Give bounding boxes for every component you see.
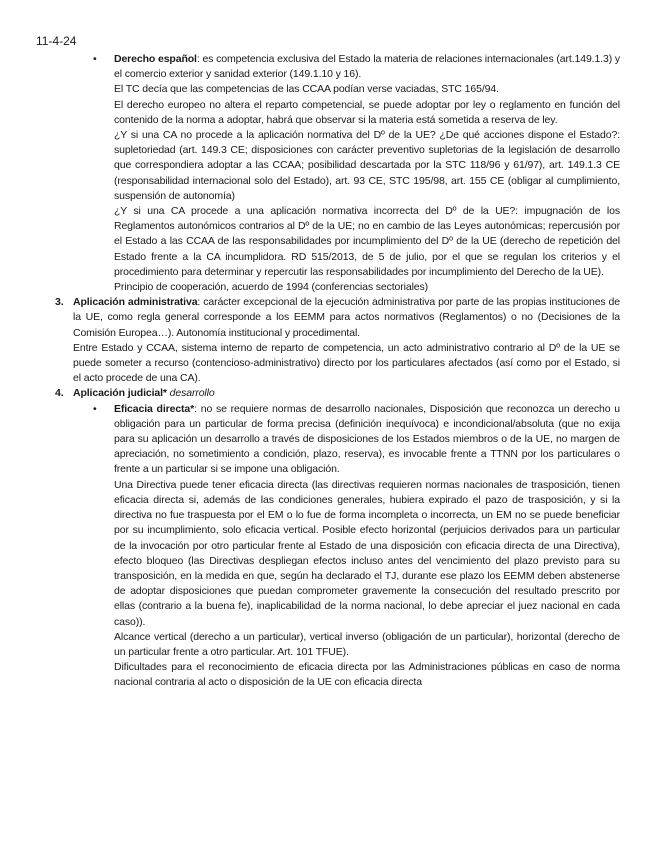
section-aplicacion-judicial (0, 386, 655, 401)
paragraph-text: : es competencia exclusiva del Estado la materia de relaciones internacionales (art.149.1.3) y el comercio exterior y sanidad exterior (149.1.10 y 16). (114, 53, 621, 81)
paragraph: ¿Y si una CA procede a una aplicación normativa incorrecta del Dº de la UE?: impugnación de los Reglamentos autonómicos contrarios al Dº de la UE; no en cambio de las Leyes autonómicas; repercusión por el Estado a las CCAA de las responsabilidades por incumplimiento del Dº de la UE (derecho de repetición del Estado frente a la CA incumplidora. RD 515/2013, de 5 de julio, por el que se regulan los criterios y el procedimiento para determinar y repercutir las responsabilidades por incumplimiento del Derecho de la UE). (114, 205, 620, 278)
paragraph: El TC decía que las competencias de las CCAA podían verse vaciadas, STC 165/94. (114, 83, 499, 96)
paragraph (114, 52, 620, 82)
paragraph: El derecho europeo no altera el reparto competencial, se puede adoptar por ley o reglamento en función del contenido de la norma a adoptar, habrá que observar si la materia está sometida a reserva de ley. (114, 98, 620, 126)
bullet-icon: • (93, 53, 97, 65)
document-body (0, 52, 655, 691)
section-derecho-espanol (0, 52, 655, 295)
paragraph: Dificultades para el reconocimiento de eficacia directa por las Administraciones públicas en caso de norma nacional contraria al acto o disposición de la UE con eficacia directa (114, 661, 620, 689)
section-heading: Aplicación judicial* (73, 387, 167, 400)
paragraph-text: : no se requiere normas de desarrollo nacionales, Disposición que reconozca un derecho u obligación para un particular de forma precisa (definición inequívoca) e incondicional/absoluta (que no exija para su aplicación un desarrollo a través de disposiciones de los Estados miembros o de la UE, no margen de apreciación, no sometimiento a condición, plazo, reserva), es invocable frente a TTNN por los particulares o frente a un particular si se impone una obligación. (114, 402, 621, 476)
section-heading: Eficacia directa* (114, 402, 195, 415)
paragraph (73, 386, 620, 401)
paragraph: Entre Estado y CCAA, sistema interno de reparto de competencia, un acto administrativo contrario al Dº de la UE se puede someter a recurso (contencioso-administrativo) directo por los particulares afectados (así como por el Estado, si el acto procede de una CA). (73, 341, 620, 385)
paragraph: Una Directiva puede tener eficacia directa (las directivas requieren normas nacionales de trasposición, tienen eficacia directa si, además de las condiciones generales, hubiera expirado el pazo de trasposición, y si la directiva no fue traspuesta por el EM o lo fue de forma incompleta o incorrecta, un EM no se puede beneficiar por su incumplimiento, solo eficacia vertical. Posible efecto horizontal (perjuicios derivados para un particular de la invocación por otro particular frente al Estado de una disposición con eficacia directa de una Directiva), efecto bloqueo (las Directivas despliegan efectos incluso antes del vencimiento del plazo previsto para su transposición, en la medida en que, según ha declarado el TJ, durante ese plazo los EEMM deben abstenerse de adoptar disposiciones que puedan comprometer gravemente la consecución del resultado prescrito por ellas (contrario a la buena fe), inaplicabilidad de la norma nacional, lo debe apreciar el juez nacional en cada caso)). (114, 478, 620, 628)
list-number: 4. (55, 387, 64, 400)
paragraph (73, 295, 620, 341)
date-label: 11-4-24 (36, 34, 77, 48)
list-number: 3. (55, 296, 64, 309)
bullet-icon: • (93, 402, 97, 415)
paragraph: Principio de cooperación, acuerdo de 1994 (conferencias sectoriales) (114, 281, 429, 294)
section-heading: Derecho español (114, 53, 197, 65)
section-eficacia-directa (0, 402, 655, 691)
section-aplicacion-administrativa (0, 295, 655, 386)
section-heading: Aplicación administrativa (73, 296, 198, 309)
paragraph (114, 402, 620, 478)
paragraph: Alcance vertical (derecho a un particular), vertical inverso (obligación de un particular), horizontal (derecho de un particular frente a otro particular. Art. 101 TFUE). (114, 630, 620, 658)
paragraph: ¿Y si una CA no procede a la aplicación normativa del Dº de la UE? ¿De qué acciones dispone el Estado?: supletoriedad (art. 149.3 CE; disposiciones con carácter preventivo supletorias de la legislación de desarrollo que correspondiera adoptar a las CCAA; posibilidad descartada por la STC 118/96 y 61/97), art. 149.1.3 CE (responsabilidad internacional solo del Estado), art. 93 CE, STC 195/98, art. 155 CE (obligar al cumplimiento, suspensión de autonomía) (114, 129, 620, 202)
section-heading-note: desarrollo (166, 387, 215, 400)
paragraph-text: : carácter excepcional de la ejecución administrativa por parte de las propias instituciones de la UE, como regla general corresponde a los EEMM para actos normativos (Reglamentos) o no (Decisiones de la Comisión Europea…). Autonomía institucional y procedimental. (73, 296, 620, 339)
